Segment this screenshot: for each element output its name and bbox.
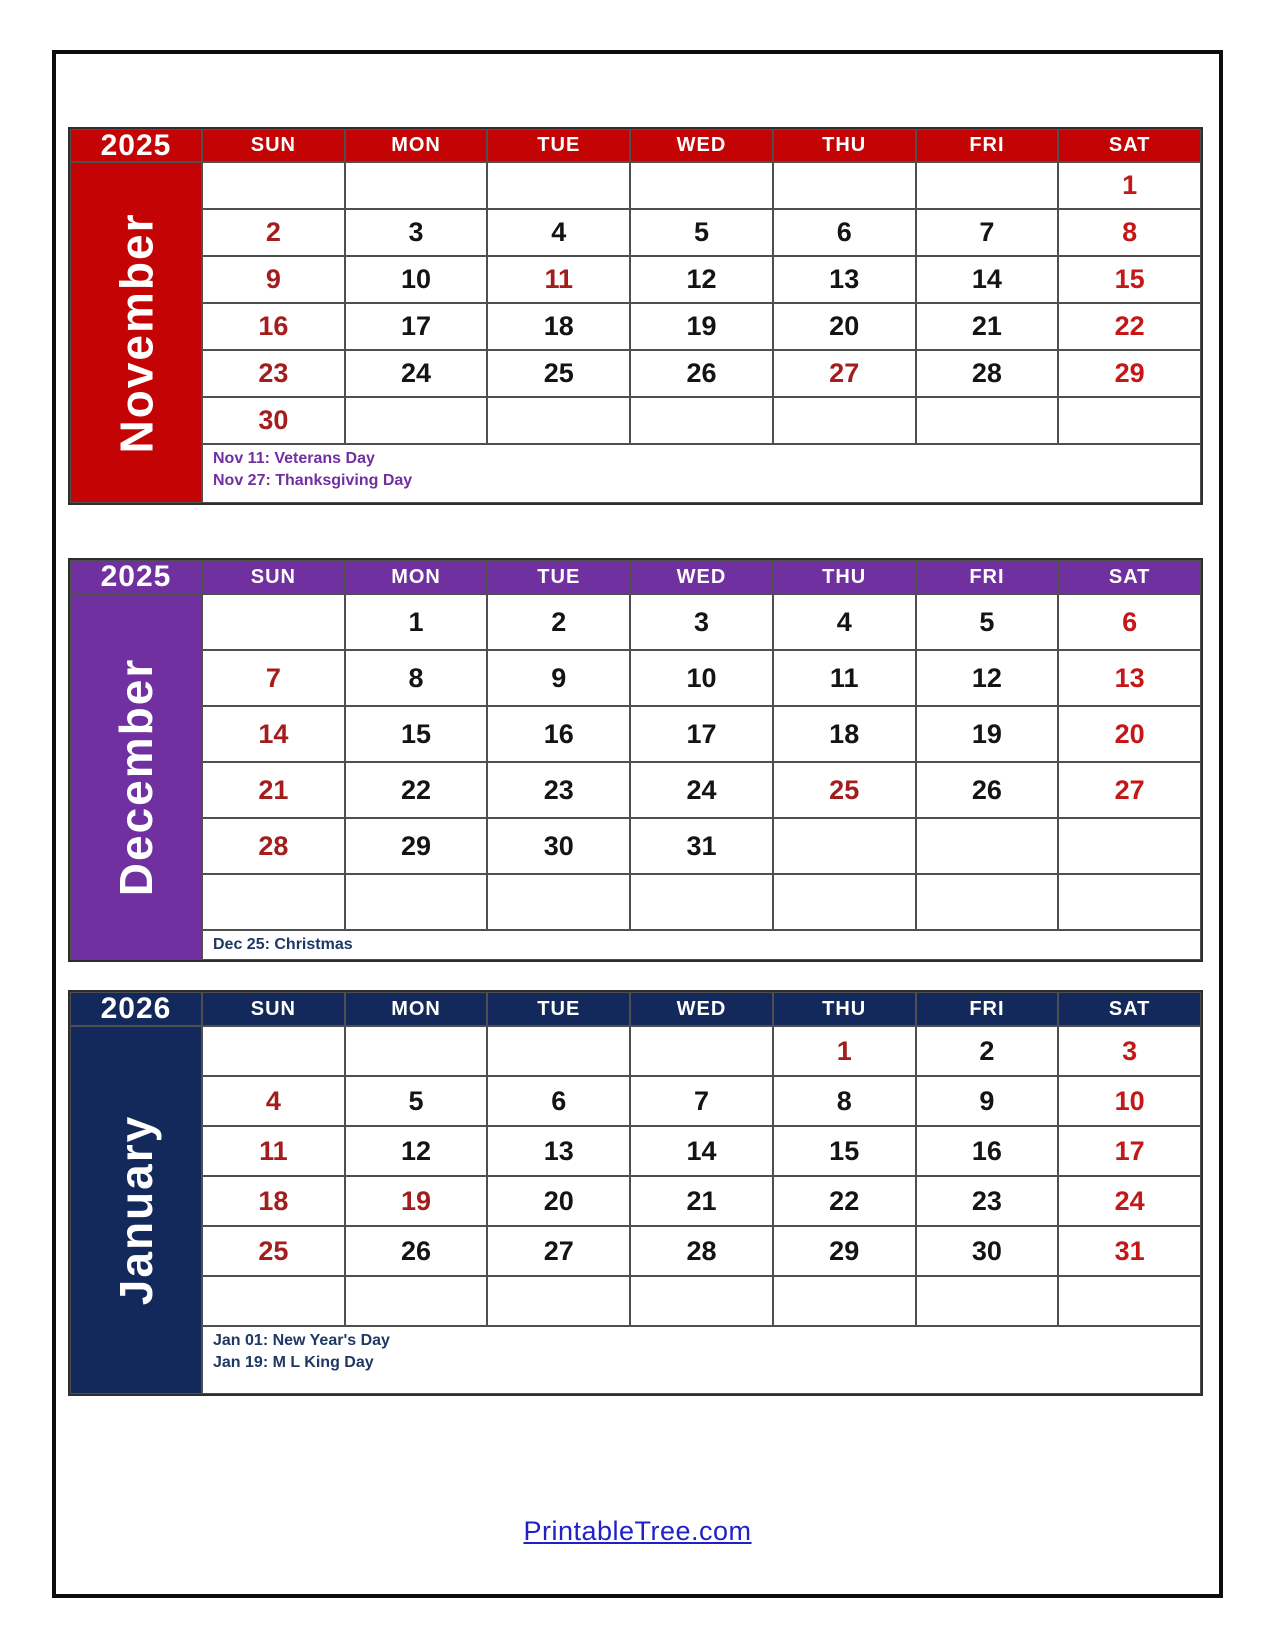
day-cell [630, 1126, 773, 1176]
holiday-footer [202, 930, 1201, 960]
holiday-note: Dec 25: Christmas [213, 936, 353, 953]
day-header-mon: MON [345, 560, 488, 594]
day-cell [630, 594, 773, 650]
day-cell [487, 209, 630, 256]
day-number: 2 [265, 217, 281, 247]
day-number: 25 [258, 1235, 289, 1266]
day-number: 11 [544, 264, 574, 294]
day-number: 16 [258, 311, 289, 341]
day-number: 12 [401, 1135, 432, 1166]
day-cell [487, 706, 630, 762]
day-number: 22 [1114, 311, 1145, 341]
day-cell [487, 303, 630, 350]
day-cell [202, 1176, 345, 1226]
site-link[interactable]: PrintableTree.com [523, 1516, 752, 1546]
day-cell [487, 256, 630, 303]
empty-day-cell [345, 1026, 488, 1076]
day-cell [202, 209, 345, 256]
holiday-footer [202, 444, 1201, 503]
day-cell [773, 1226, 916, 1276]
year-label-november [70, 129, 202, 162]
day-number: 24 [1114, 1185, 1145, 1216]
day-number: 17 [401, 311, 432, 341]
empty-day-cell [1058, 874, 1201, 930]
day-cell [630, 209, 773, 256]
day-cell [773, 706, 916, 762]
day-number: 29 [1114, 358, 1145, 388]
empty-day-cell [202, 874, 345, 930]
day-number: 28 [258, 830, 289, 861]
day-header-fri: FRI [916, 560, 1059, 594]
day-cell [1058, 1226, 1201, 1276]
empty-day-cell [487, 397, 630, 444]
day-cell [1058, 1126, 1201, 1176]
day-number: 4 [836, 606, 852, 637]
day-number: 5 [408, 1085, 424, 1116]
year-label-december [70, 560, 202, 594]
day-header-wed: WED [630, 992, 773, 1026]
day-cell [630, 650, 773, 706]
day-cell [345, 650, 488, 706]
day-header-wed: WED [630, 129, 773, 162]
year-text: 2026 [100, 992, 172, 1025]
day-number: 26 [686, 358, 717, 388]
day-number: 22 [829, 1185, 860, 1216]
day-number: 15 [1114, 264, 1145, 294]
month-name: January [110, 1114, 162, 1306]
month-name-sidebar [70, 594, 202, 960]
day-header-sun: SUN [202, 992, 345, 1026]
month-name-sidebar [70, 162, 202, 503]
day-number: 11 [259, 1135, 288, 1166]
day-header-wed: WED [630, 560, 773, 594]
day-cell [916, 303, 1059, 350]
day-cell [345, 1076, 488, 1126]
day-number: 24 [686, 774, 717, 805]
day-number: 25 [829, 774, 860, 805]
day-cell [773, 256, 916, 303]
day-number: 14 [686, 1135, 717, 1166]
day-number: 26 [971, 774, 1002, 805]
empty-day-cell [202, 594, 345, 650]
day-cell [1058, 209, 1201, 256]
empty-day-cell [773, 1276, 916, 1326]
day-header-fri: FRI [916, 129, 1059, 162]
day-number: 5 [693, 217, 709, 247]
footer-link-area [0, 1516, 1275, 1547]
day-cell [1058, 594, 1201, 650]
day-number: 13 [829, 264, 860, 294]
empty-day-cell [487, 1026, 630, 1076]
day-number: 15 [829, 1135, 860, 1166]
day-cell [202, 350, 345, 397]
day-number: 17 [686, 718, 717, 749]
day-number: 4 [265, 1085, 281, 1116]
day-number: 25 [543, 358, 574, 388]
day-number: 6 [551, 1085, 567, 1116]
day-cell [202, 303, 345, 350]
day-cell [202, 1126, 345, 1176]
day-number: 7 [693, 1085, 709, 1116]
empty-day-cell [487, 874, 630, 930]
day-number: 3 [693, 606, 709, 637]
day-cell [487, 1076, 630, 1126]
day-header-mon: MON [345, 992, 488, 1026]
day-cell [916, 256, 1059, 303]
day-number: 19 [686, 311, 717, 341]
day-number: 9 [551, 662, 567, 693]
day-number: 3 [408, 217, 424, 247]
day-cell [773, 594, 916, 650]
day-cell [630, 1176, 773, 1226]
day-cell [345, 1226, 488, 1276]
day-number: 6 [836, 217, 852, 247]
empty-day-cell [202, 162, 345, 209]
day-cell [345, 209, 488, 256]
day-number: 23 [971, 1185, 1002, 1216]
day-number: 18 [543, 311, 574, 341]
empty-day-cell [916, 162, 1059, 209]
day-cell [1058, 350, 1201, 397]
day-number: 28 [971, 358, 1002, 388]
empty-day-cell [202, 1026, 345, 1076]
day-cell [916, 1226, 1059, 1276]
day-cell [773, 762, 916, 818]
day-cell [202, 762, 345, 818]
day-number: 23 [258, 358, 289, 388]
day-cell [1058, 162, 1201, 209]
year-text: 2025 [100, 128, 172, 162]
day-cell [773, 303, 916, 350]
day-number: 5 [979, 606, 995, 637]
day-number: 26 [401, 1235, 432, 1266]
empty-day-cell [345, 397, 488, 444]
day-number: 2 [979, 1035, 995, 1066]
day-cell [1058, 1076, 1201, 1126]
day-cell [916, 762, 1059, 818]
holiday-note: Jan 01: New Year's Day [213, 1332, 390, 1349]
empty-day-cell [630, 1026, 773, 1076]
day-number: 20 [829, 311, 860, 341]
day-number: 13 [543, 1135, 574, 1166]
empty-day-cell [487, 1276, 630, 1326]
day-number: 13 [1114, 662, 1145, 693]
day-header-fri: FRI [916, 992, 1059, 1026]
day-header-tue: TUE [487, 560, 630, 594]
day-cell [202, 650, 345, 706]
day-cell [345, 256, 488, 303]
day-cell [916, 706, 1059, 762]
day-cell [487, 594, 630, 650]
day-number: 7 [265, 662, 281, 693]
day-cell [487, 1126, 630, 1176]
day-number: 21 [258, 774, 289, 805]
empty-day-cell [916, 818, 1059, 874]
day-cell [916, 650, 1059, 706]
day-number: 20 [543, 1185, 574, 1216]
holiday-note: Nov 27: Thanksgiving Day [213, 471, 413, 489]
holiday-note: Nov 11: Veterans Day [213, 450, 375, 467]
day-number: 1 [836, 1035, 852, 1066]
empty-day-cell [345, 1276, 488, 1326]
day-cell [916, 1126, 1059, 1176]
day-header-tue: TUE [487, 129, 630, 162]
day-cell [345, 1126, 488, 1176]
day-number: 29 [829, 1235, 860, 1266]
month-name: November [110, 212, 162, 453]
day-cell [916, 209, 1059, 256]
day-header-tue: TUE [487, 992, 630, 1026]
day-cell [773, 350, 916, 397]
month-panel-january [68, 990, 1203, 1396]
day-cell [773, 1176, 916, 1226]
day-number: 30 [543, 830, 574, 861]
day-number: 21 [971, 311, 1002, 341]
day-cell [630, 818, 773, 874]
day-header-thu: THU [773, 560, 916, 594]
day-number: 6 [1122, 606, 1138, 637]
day-number: 14 [258, 718, 289, 749]
day-cell [1058, 1026, 1201, 1076]
day-number: 9 [979, 1085, 995, 1116]
day-header-sun: SUN [202, 129, 345, 162]
day-number: 12 [686, 264, 717, 294]
day-cell [487, 1226, 630, 1276]
day-cell [487, 818, 630, 874]
day-number: 8 [836, 1085, 852, 1116]
day-header-sat: SAT [1058, 129, 1201, 162]
day-cell [202, 1076, 345, 1126]
empty-day-cell [773, 397, 916, 444]
day-number: 14 [971, 264, 1002, 294]
day-cell [630, 706, 773, 762]
day-cell [202, 1226, 345, 1276]
day-cell [345, 594, 488, 650]
day-number: 31 [1114, 1235, 1145, 1266]
day-cell [916, 1176, 1059, 1226]
day-number: 18 [258, 1185, 289, 1216]
day-cell [630, 303, 773, 350]
year-text: 2025 [100, 560, 172, 593]
day-number: 31 [686, 830, 717, 861]
day-header-sat: SAT [1058, 560, 1201, 594]
day-cell [487, 1176, 630, 1226]
day-number: 18 [829, 718, 860, 749]
day-number: 8 [1122, 217, 1138, 247]
empty-day-cell [202, 1276, 345, 1326]
empty-day-cell [916, 874, 1059, 930]
day-cell [916, 350, 1059, 397]
day-number: 29 [401, 830, 432, 861]
holiday-footer [202, 1326, 1201, 1394]
day-cell [202, 818, 345, 874]
day-number: 20 [1114, 718, 1145, 749]
empty-day-cell [487, 162, 630, 209]
empty-day-cell [773, 818, 916, 874]
day-cell [1058, 650, 1201, 706]
empty-day-cell [630, 397, 773, 444]
day-cell [345, 1176, 488, 1226]
day-cell [630, 1226, 773, 1276]
empty-day-cell [630, 1276, 773, 1326]
day-number: 30 [971, 1235, 1002, 1266]
day-number: 24 [401, 358, 432, 388]
day-cell [1058, 1176, 1201, 1226]
day-number: 10 [401, 264, 432, 294]
empty-day-cell [773, 874, 916, 930]
day-cell [202, 256, 345, 303]
day-number: 9 [265, 264, 281, 294]
month-panel-november [68, 127, 1203, 505]
day-cell [630, 256, 773, 303]
empty-day-cell [630, 874, 773, 930]
empty-day-cell [1058, 397, 1201, 444]
day-number: 21 [686, 1185, 717, 1216]
year-label-january [70, 992, 202, 1026]
day-number: 27 [543, 1235, 574, 1266]
day-number: 4 [551, 217, 567, 247]
day-number: 19 [401, 1185, 432, 1216]
day-cell [1058, 762, 1201, 818]
day-cell [345, 818, 488, 874]
day-number: 22 [401, 774, 432, 805]
day-cell [487, 350, 630, 397]
empty-day-cell [916, 397, 1059, 444]
month-name: December [110, 657, 163, 897]
day-number: 7 [979, 217, 995, 247]
day-header-sat: SAT [1058, 992, 1201, 1026]
month-panel-december [68, 558, 1203, 962]
day-number: 15 [401, 718, 432, 749]
day-number: 27 [829, 358, 860, 388]
day-number: 1 [408, 606, 424, 637]
day-number: 10 [1114, 1085, 1145, 1116]
day-number: 2 [551, 606, 567, 637]
day-header-sun: SUN [202, 560, 345, 594]
day-cell [345, 706, 488, 762]
day-cell [1058, 303, 1201, 350]
day-number: 16 [543, 718, 574, 749]
day-cell [773, 1126, 916, 1176]
day-cell [916, 1076, 1059, 1126]
day-number: 17 [1114, 1135, 1145, 1166]
day-cell [773, 1076, 916, 1126]
day-cell [345, 350, 488, 397]
day-cell [202, 706, 345, 762]
holiday-note: Jan 19: M L King Day [213, 1353, 374, 1371]
day-number: 1 [1122, 170, 1138, 200]
day-cell [1058, 706, 1201, 762]
empty-day-cell [630, 162, 773, 209]
day-number: 12 [971, 662, 1002, 693]
day-number: 8 [408, 662, 424, 693]
empty-day-cell [916, 1276, 1059, 1326]
empty-day-cell [1058, 1276, 1201, 1326]
day-cell [773, 209, 916, 256]
day-cell [345, 303, 488, 350]
day-number: 10 [686, 662, 717, 693]
day-number: 27 [1114, 774, 1145, 805]
day-number: 23 [543, 774, 574, 805]
empty-day-cell [345, 874, 488, 930]
day-cell [630, 762, 773, 818]
day-header-thu: THU [773, 129, 916, 162]
day-cell [1058, 256, 1201, 303]
day-cell [345, 762, 488, 818]
day-cell [630, 1076, 773, 1126]
day-number: 30 [258, 405, 289, 435]
day-number: 11 [829, 662, 859, 693]
day-number: 28 [686, 1235, 717, 1266]
empty-day-cell [773, 162, 916, 209]
day-header-mon: MON [345, 129, 488, 162]
day-cell [630, 350, 773, 397]
day-header-thu: THU [773, 992, 916, 1026]
day-number: 3 [1122, 1035, 1138, 1066]
empty-day-cell [345, 162, 488, 209]
day-cell [773, 650, 916, 706]
month-name-sidebar [70, 1026, 202, 1394]
empty-day-cell [1058, 818, 1201, 874]
day-cell [916, 594, 1059, 650]
day-cell [916, 1026, 1059, 1076]
day-number: 19 [971, 718, 1002, 749]
day-cell [487, 762, 630, 818]
day-number: 16 [971, 1135, 1002, 1166]
day-cell [202, 397, 345, 444]
day-cell [487, 650, 630, 706]
day-cell [773, 1026, 916, 1076]
